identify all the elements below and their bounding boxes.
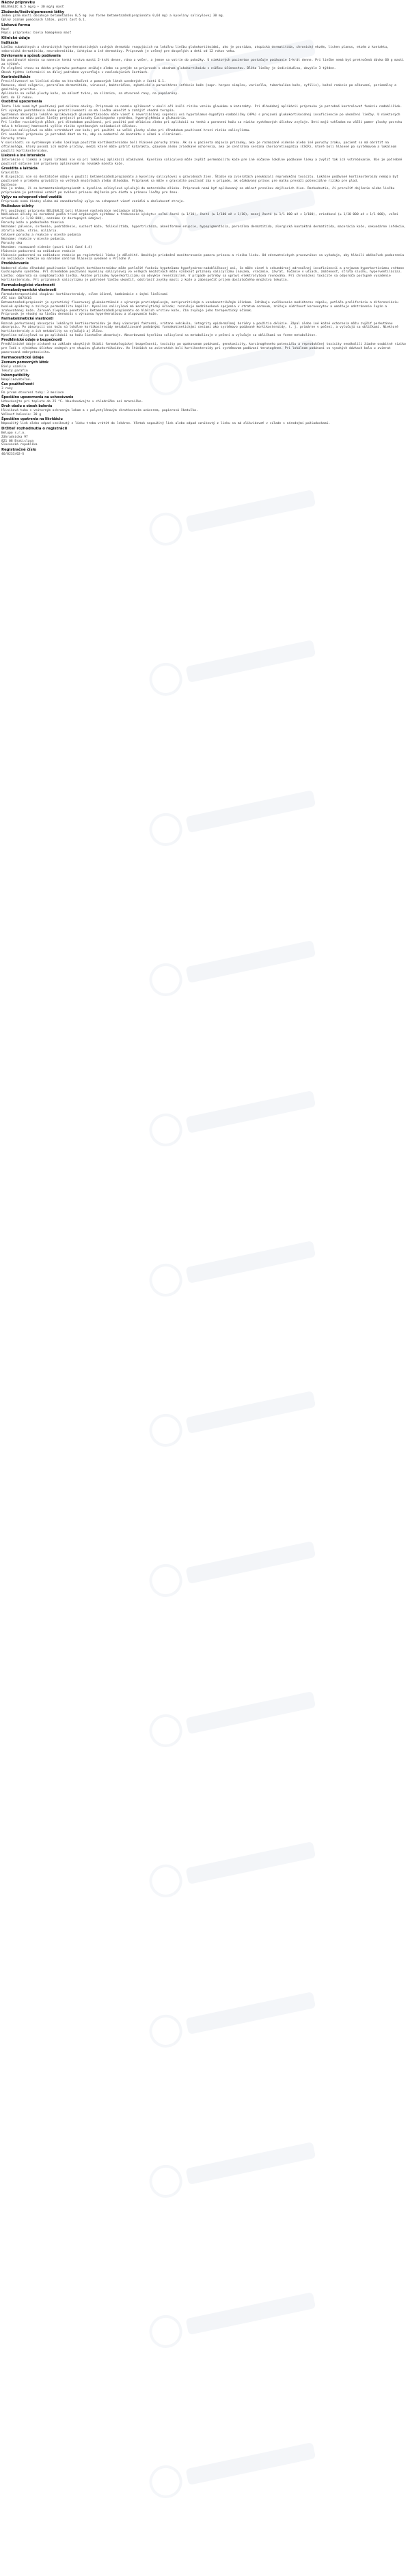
document-section	[1, 42, 406, 54]
section-subheading: Indikácie	[1, 41, 18, 45]
section-body-text: Tento liek nemá byť používaný pod oklúzne obväzy. Prípravok sa nesmie aplikovať v okolí očí kvôli riziku vzniku glaukómu a katarakty. Pri dlhodobej aplikácii prípravku je potrebné kontrolovať funkciu nadobličiek. Pri výskyte podráždenia alebo precitlivenosti sa má liečba ukončiť a zahájiť vhodná terapia. Systémová absorpcia lokálne aplikovaných glukokortikoidov môže viesť k reverzibilnej supresii osi hypotalamus-hypofýza-nadobličky (HPA) s prejavmi glukokortikoidnej insuficiencie po ukončení liečby. U niektorých pacientov sa môžu počas liečby prejaviť príznaky Cushingovho syndrómu, hyperglykémia a glukozúria. Pri liečbe rozsiahlych plôch, pri dlhodobom používaní, pri použití pod oklúziou alebo pri aplikácii na tenkú a poranenú kožu sa riziko systémových účinkov zvyšuje. Deti majú vzhľadom na väčší pomer plochy povrchu tela k telesnej hmotnosti vyššie riziko systémových nežiaducich účinkov. Kyselina salicylová sa môže vstrebávať cez kožu; pri použití na veľké plochy alebo pri dlhodobom používaní hrozí riziko salicylizmu. Pri nanášaní prípravku je potrebné dbať na to, aby sa nedostal do kontaktu s očami a sliznicami. Poruchy zraku V súvislosti so systémovým alebo lokálnym použitím kortikosteroidov boli hlásené poruchy zraku. Ak sa u pacienta objavia príznaky, ako je rozmazané videnie alebo iné poruchy zraku, pacient sa má obrátiť na oftalmológa, ktorý posúdi ich možné príčiny, medzi ktoré môže patriť katarakta, glaukóm alebo zriedkavé ochorenia, ako je centrálna serózna chorioretinopatia (CSCR), ktoré boli hlásené po systémovom a lokálnom použití kortikosteroidov.	[1, 104, 402, 153]
section-body-text: Jeden gram masti obsahuje betametazónu 0,5 mg (vo forme betametazóndipropionátu 0,64 mg) a kyseliny salicylovej 30 mg. Úplný zoznam pomocných látok, pozri časť 6.1.	[1, 14, 225, 22]
document-section	[1, 10, 406, 23]
section-body-text: Gravidita K dispozícii nie sú dostatočné údaje o použití betametazóndipropionátu a kyseliny salicylovej u gravidných žien. Štúdie na zvieratách preukázali reprodukčnú toxicitu. Lokálne podávané kortikosteroidy nemajú byť používané v priebehu gravidity vo veľkých množstvách alebo dlhodobo. Prípravok sa môže v gravidite používať iba v prípade, ak očakávaný prínos pre matku preváži potenciálne riziko pre plod. Dojčenie Nie je známe, či sa betametazóndipropionát a kyselina salicylová vylučujú do materského mlieka. Prípravok nemá byť aplikovaný na oblasť prsníkov dojčiacich žien. Rozhodnutie, či prerušiť dojčenie alebo liečbu prípravkom je potrebné urobiť po zvážení prínosu dojčenia pre dieťa a prínosu liečby pre ženu.	[1, 171, 398, 195]
document-section	[1, 283, 406, 288]
document-section	[1, 448, 406, 457]
section-subheading: Liekové a iné interakcie	[1, 154, 46, 158]
section-heading: Názov prípravku	[1, 1, 35, 5]
document-section	[1, 427, 406, 447]
section-body-text: Na postihnuté miesto sa nanesie tenká vrstva masti 2-krát denne, ráno a večer, a jemne sa votrie do pokožky. U niektorých pacientov postačuje podávanie 1-krát denne. Pri liečbe nemá byť prekročená dávka 60 g masti za týždeň. Po zlepšení stavu sa dávka prípravku postupne znižuje alebo sa prejde na prípravok s obsahom glukokortikoidu s nižšou účinnosťou. Dĺžka liečby je individuálna, obvykle 3 týždne. Obsah týchto informácií sa ďalej podrobne vysvetľuje v nasledujúcich častiach.	[1, 59, 405, 74]
section-body-text: Biely vazelín Tekutý parafín	[1, 365, 28, 373]
section-body-text: Nepoužitý liek alebo odpad vzniknutý z lieku treba vrátiť do lekárne. Všetok nepoužitý liek alebo odpad vzniknutý z lieku sa má zlikvidovať v súlade s národnými požiadavkami.	[1, 422, 331, 426]
section-subheading: Druh obalu a obsah balenia	[1, 404, 53, 408]
section-heading: Farmaceutické údaje	[1, 356, 44, 360]
section-subheading: Nežiaduce účinky	[1, 205, 34, 209]
section-heading: Zloženie/liečivá/pomocné látky	[1, 10, 65, 14]
section-heading: Farmakologické vlastnosti	[1, 283, 55, 288]
document-section	[1, 1, 406, 10]
document-section	[1, 356, 406, 360]
document-section	[1, 339, 406, 355]
section-body-text: Predklinické údaje získané na základe obvyklých štúdií farmakologickej bezpečnosti, toxicity po opakovanom podávaní, genotoxicity, karcinogénneho potenciálu a reprodukčnej toxicity neodhalili žiadne osobitné riziko pre ľudí s výnimkou účinkov známych pre skupinu glukokortikoidov. Vo štúdiách na zvieratách boli kortikosteroidy pri systémovom podávaní teratogénne. Pri lokálnom podávaní vo vysokých dávkach bola u zvierat pozorovaná embryotoxicita.	[1, 343, 408, 355]
document-section	[1, 418, 406, 426]
section-heading: Lieková forma	[1, 23, 31, 27]
document-section	[1, 374, 406, 382]
section-subheading: Gravidita a laktácia	[1, 167, 38, 171]
section-subheading: Predávkovanie	[1, 262, 29, 266]
section-subheading: Špeciálne upozornenia na uchovávanie	[1, 395, 74, 399]
document-section	[1, 205, 406, 261]
section-body-text: Pri používaní prípravku BELOSALIC boli hlásené nasledujúce nežiaduce účinky. Nežiaduce účinky sú zoradené podľa tried orgánových systémov a frekvencie výskytu: veľmi časté (≥ 1/10), časté (≥ 1/100 až < 1/10), menej časté (≥ 1/1 000 až < 1/100), zriedkavé (≥ 1/10 000 až < 1/1 000), veľmi zriedkavé (< 1/10 000), neznáme (z dostupných údajov). Poruchy kože a podkožného tkaniva Neznáme: pálenie, svrbenie, podráždenie, suchosť kože, folikulitída, hypertrichóza, akneiformné erupcie, hypopigmentácia, perorálna dermatitída, alergická kontaktná dermatitída, macerácia kože, sekundárne infekcie, atrofia kože, strie, miliária. Celkové poruchy a reakcie v mieste podania Neznáme: reakcie v mieste podania. Poruchy oka Neznáme: rozmazané videnie (pozri tiež časť 4.4) Hlásenie podozrení na nežiaduce reakcie Hlásenie podozrení na nežiaduce reakcie po registrácii lieku je dôležité. Umožňuje priebežné monitorovanie pomeru prínosu a rizika lieku. Od zdravotníckych pracovníkov sa vyžaduje, aby hlásili akékoľvek podozrenia na nežiaduce reakcie na národné centrum hlásenia uvedené v Prílohe V.	[1, 209, 406, 261]
document-section	[1, 405, 406, 417]
section-subheading: Kontraindikácie	[1, 75, 31, 79]
section-body-text: Hliníková tuba s vnútorným ochranným lakom a s polyetylénovým skrutkovacím uzáverom, papierová škatuľka. Veľkosť balenia: 30 g	[1, 409, 198, 417]
section-body-text: BELOSALIC 0,5 mg/g + 30 mg/g masť	[1, 5, 64, 9]
section-subheading: Čas použiteľnosti	[1, 382, 34, 386]
section-subheading: Inkompatibility	[1, 373, 29, 378]
section-body-text: Prípravok nemá žiadny alebo má zanedbateľný vplyv na schopnosť viesť vozidlá a obsluhovať stroje.	[1, 200, 185, 204]
document-section	[1, 383, 406, 395]
section-body-text: Liečba subakútnych a chronických hyperkeratotických suchých dermatóz reagujúcich na lokálnu liečbu glukokortikoidmi, ako je psoriáza, atopická dermatitída, chronický ekzém, lichen planus, ekzém z kontaktu, seboroická dermatitída, neurodermitída, ichtyóza a iné dermatózy. Prípravok je určený pre dospelých a deti od 12 rokov veku.	[1, 46, 391, 54]
section-body-text: Interakcie s liekmi a inými látkami nie sú pri lokálnej aplikácii očakávané. Kyselina salicylová môže zvýšiť permeabilitu kože pre iné súčasne lokálne podávané lieky a zvýšiť tak ich vstrebávanie. Nie je potrebné používať súčasne iné prípravky aplikované na rovnaké miesto kože.	[1, 158, 405, 166]
document-section	[1, 262, 406, 283]
section-body-text: Nadmerné alebo dlhodobé používanie lokálnych kortikosteroidov môže potlačiť funkciu hypotalamo-hypofyzárno-nadobličkovej osi, čo môže viesť k sekundárnej adrenálnej insuficiencii a prejavom hyperkorticizmu vrátane Cushingovho syndrómu. Pri dlhodobom používaní kyseliny salicylovej vo veľkých množstvách môžu vzniknúť príznaky salicylizmu (nauzea, vracanie, závrat, hučanie v ušiach, zmätenosť, strata sluchu, hyperventilácia). Liečba: odporúča sa symptomatická liečba. Akútne príznaky hyperkorticizmu sú obvykle reverzibilné. V prípade potreby sa upraví elektrolytová rovnováha. Pri chronickej toxicite sa odporúča postupné vysadenie kortikosteroidu. Pri príznakoch salicylizmu je potrebné liečbu ukončiť, odstrániť zvyšky masti z kože a zabezpečiť príjem dostatočného množstva tekutín.	[1, 266, 405, 283]
document-section	[1, 154, 406, 167]
section-body-text: 46/0233/02-S	[1, 452, 25, 456]
section-subheading: Osobitné upozornenia	[1, 100, 42, 104]
document-section	[1, 361, 406, 373]
section-body-text: Rozsah perkutánnej absorpcie lokálnych kortikosteroidov je daný viacerými faktormi, vrátane vehikula, integrity epidermálnej bariéry a použitia oklúzie. Zápal alebo iné kožné ochorenia môžu zvýšiť perkutánnu absorpciu. Po absorpcii cez kožu sú lokálne kortikosteroidy metabolizované podobnými farmakokinetickými cestami ako systémovo podávané kortikosteroidy, t. j. primárne v pečeni, a vylučujú sa obličkami. Niektoré kortikosteroidy a ich metabolity sa vylučujú aj žlčou. Kyselina salicylová sa po aplikácii na kožu čiastočne absorbuje. Absorbovaná kyselina salicylová sa metabolizuje v pečeni a vylučuje sa obličkami vo forme metabolitov.	[1, 322, 398, 338]
document-section	[1, 23, 406, 36]
document-section	[1, 196, 406, 204]
section-heading: Registračné číslo	[1, 448, 37, 453]
document-section	[1, 100, 406, 153]
document-section	[1, 36, 406, 41]
section-subheading: Špeciálne opatrenia na likvidáciu	[1, 417, 63, 421]
section-body-text: Masť Popis prípravku: biela homogénna masť	[1, 27, 72, 36]
document-section	[1, 76, 406, 100]
document-section	[1, 55, 406, 75]
section-subheading: Vplyv na schopnosť viesť vozidlá	[1, 196, 62, 200]
section-subheading: Zoznam pomocných látok	[1, 360, 49, 365]
section-body-text: Farmakoterapeutická skupina: kortikosteroidy, silne účinné, kombinácie s inými liečivami ATC kód: D07XC01 Betametazóndipropionát je syntetický fluorovaný glukokortikoid s výrazným protizápalovým, antipruritickým a vazokonstrikčným účinkom. Inhibuje uvoľňovanie mediátorov zápalu, potláča proliferáciu a diferenciáciu buniek epidermy a znižuje permeabilitu kapilár. Kyselina salicylová má keratolytický účinok; rozrušuje medzibunkové spojenia v stratum corneum, znižuje súdržnosť korneocytov a umožňuje odstránenie šupín a zrohovatenej kože. Zároveň zlepšuje penetráciu betametazóndipropionátu do hlbších vrstiev kože, čím zvyšuje jeho terapeutický účinok. Prípravok je vhodný na liečbu dermatóz s výraznou hyperkeratózou a olupovaním kože.	[1, 292, 398, 317]
document-section	[1, 289, 406, 317]
section-subheading: Farmakodynamické vlastnosti	[1, 288, 57, 292]
section-subheading: Dávkovanie a spôsob podávania	[1, 54, 61, 58]
section-body-text: 3 roky Po prvom otvorení tuby: 3 mesiace	[1, 387, 64, 395]
document-section	[1, 396, 406, 404]
document-section	[1, 167, 406, 196]
section-body-text: Uchovávajte pri teplote do 25 °C. Neuchovávajte v chladničke ani mrazničke.	[1, 400, 144, 404]
section-subheading: Predklinické údaje o bezpečnosti	[1, 339, 63, 343]
section-body-text: Belupo s.r.o. Záhradnícka 97 821 08 Bratislava Slovenská republika	[1, 431, 38, 447]
section-body-text: Precitlivenosť na liečivá alebo na ktorúkoľvek z pomocných látok uvedených v časti 6.1. Rozacea, akné vulgaris, perorálna dermatitída, vírusové, bakteriálne, mykotické a parazitárne infekcie kože (napr. herpes simplex, varicella, tuberkulóza kože, syfilis), kožné reakcie po očkovaní, perianálny a genitálny pruritus. Aplikácia na veľké plochy kože, na oblasť tváre, na sliznice, na otvorené rany, na popáleniny. Deti do 12 rokov.	[1, 79, 397, 100]
section-body-text: Neaplikovateľné.	[1, 378, 32, 382]
section-heading: Držiteľ rozhodnutia o registrácii	[1, 427, 68, 431]
section-subheading: Farmakokinetické vlastnosti	[1, 317, 54, 322]
section-heading: Klinické údaje	[1, 36, 30, 41]
document-section	[1, 317, 406, 338]
